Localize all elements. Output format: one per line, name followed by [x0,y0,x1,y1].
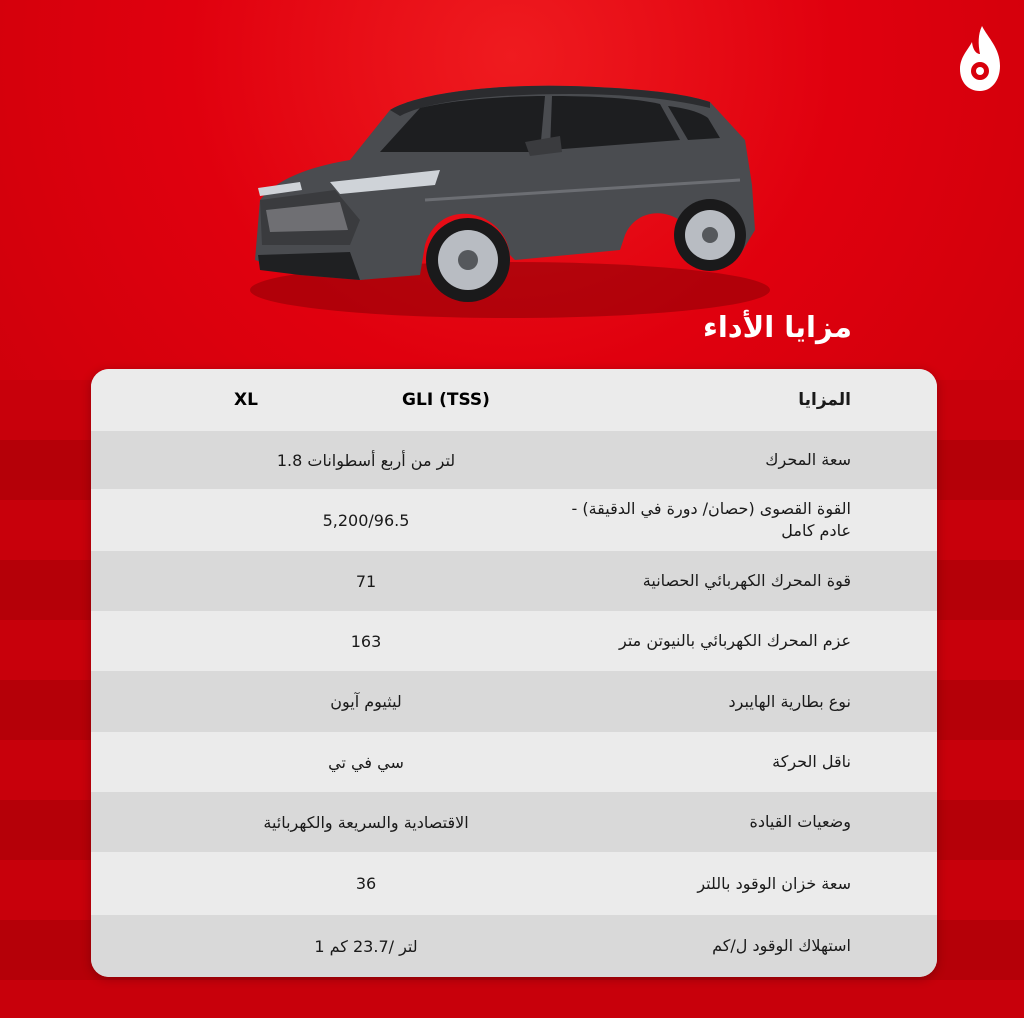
header-feature: المزايا [798,390,851,410]
row-feature: سعة المحرك [765,450,851,469]
table-row [91,792,937,852]
table-row [91,431,937,489]
row-value: لتر /23.7 كم 1 [314,936,418,956]
row-value: 36 [355,874,377,893]
row-feature: استهلاك الوقود ل/كم [712,936,851,955]
table-header [91,369,937,431]
table-row [91,489,937,551]
row-feature: عزم المحرك الكهربائي بالنيوتن متر [619,631,851,650]
suv-car-image [240,70,780,320]
row-feature: سعة خزان الوقود باللتر [697,873,851,893]
table-row [91,852,937,915]
row-feature: نوع بطارية الهايبرد [728,691,851,711]
row-feature: القوة القصوى (حصان/ دورة في الدقيقة) - عادم كامل [571,499,851,540]
table-row [91,671,937,732]
table-row [91,915,937,977]
table-row [91,732,937,792]
page-title: مزايا الأداء [703,310,852,344]
row-value: 163 [350,631,382,651]
specs-table [91,369,937,977]
row-value: سي في تي [328,752,404,772]
row-value: 71 [355,571,377,591]
table-row [91,551,937,611]
table-row [91,611,937,671]
header-variant-xl: XL [234,390,258,410]
row-feature: ناقل الحركة [772,752,851,771]
row-feature: قوة المحرك الكهربائي الحصانية [642,571,851,590]
flame-drop-logo-icon [958,24,1002,94]
row-value: 5,200/96.5 [322,510,410,530]
row-value: ليثيوم آيون [330,692,402,711]
header-variant-gli: GLI (TSS) [402,390,490,410]
row-value: لتر من أربع أسطوانات 1.8 [276,450,456,470]
row-value: الاقتصادية والسريعة والكهربائية [263,812,469,832]
row-feature: وضعيات القيادة [749,812,851,831]
